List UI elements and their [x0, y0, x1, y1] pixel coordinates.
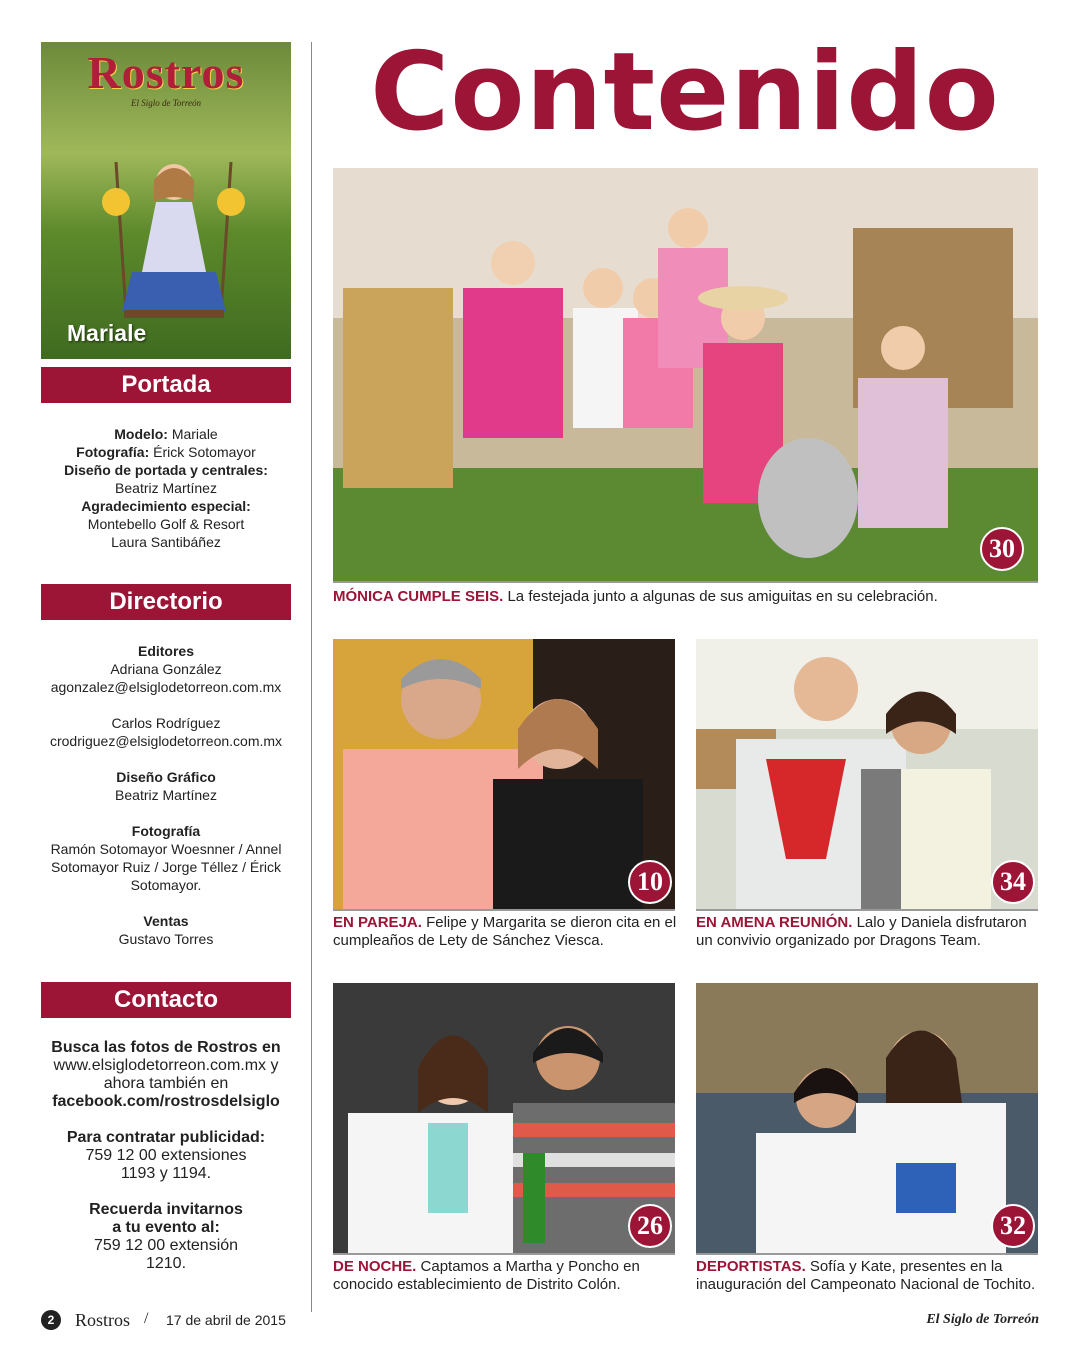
recuerda-line-2: a tu evento al: — [112, 1219, 220, 1236]
caption-headline: DE NOCHE. — [333, 1258, 417, 1275]
caption-text: Sofía y Kate, presentes en la inauguración del Campeonato Nacional de Tochito. — [696, 1258, 1036, 1293]
photo-deportistas — [696, 983, 1038, 1253]
recuerda-line-1: Recuerda invitarnos — [89, 1201, 243, 1218]
diseno-label: Diseño de portada y centrales: — [64, 462, 268, 478]
agradecimiento-1: Montebello Golf & Resort — [87, 516, 245, 532]
column-divider — [311, 42, 312, 1312]
photo-underline — [696, 1253, 1038, 1255]
caption-text: Captamos a Martha y Poncho en conocido establecimiento de Distrito Colón. — [333, 1258, 640, 1293]
footer-brand: Rostros — [75, 1310, 131, 1330]
footer-date: 17 de abril de 2015 — [166, 1312, 286, 1328]
reunion-photo-illustration — [696, 639, 1038, 909]
editores-label: Editores — [137, 643, 194, 659]
page-badge-26: 26 — [628, 1204, 672, 1248]
publicidad-label: Para contratar publicidad: — [66, 1129, 266, 1146]
caption-monica-cumple — [333, 588, 1038, 606]
evento-line-2: 1210. — [145, 1255, 187, 1272]
editor-1-email: agonzalez@elsiglodetorreon.com.mx — [50, 679, 282, 695]
caption-text: Lalo y Daniela disfrutaron un convivio organizado por Dragons Team. — [696, 914, 1027, 949]
caption-deportistas — [696, 1258, 1041, 1294]
page-title: Contenido — [370, 30, 1000, 155]
page-badge-32: 32 — [991, 1204, 1035, 1248]
ventas-value: Gustavo Torres — [118, 931, 214, 947]
photo-underline — [333, 581, 1038, 583]
photo-en-pareja — [333, 639, 675, 909]
ahora-line: ahora también en — [103, 1075, 229, 1092]
caption-amena-reunion — [696, 914, 1041, 950]
editor-2-email: crodriguez@elsiglodetorreon.com.mx — [49, 733, 283, 749]
photo-underline — [333, 1253, 675, 1255]
diseno-grafico-value: Beatriz Martínez — [115, 787, 217, 803]
publicidad-line-1: 759 12 00 extensiones — [85, 1147, 247, 1164]
page-badge-10: 10 — [628, 860, 672, 904]
caption-headline: DEPORTISTAS. — [696, 1258, 806, 1275]
facebook-link: facebook.com/rostrosdelsiglo — [52, 1093, 280, 1110]
cover-model-name: Mariale — [67, 320, 147, 346]
night-photo-illustration — [333, 983, 675, 1253]
photo-underline — [333, 909, 675, 911]
editor-2-name: Carlos Rodríguez — [111, 715, 221, 731]
fotografia-dir-label: Fotografía — [131, 823, 201, 839]
caption-text: Felipe y Margarita se dieron cita en el cumpleaños de Lety de Sánchez Viesca. — [333, 914, 677, 949]
publicidad-line-2: 1193 y 1194. — [120, 1165, 212, 1182]
cover-logo-subtitle: El Siglo de Torreón — [130, 98, 202, 108]
couple-photo-illustration — [333, 639, 675, 909]
footer-newspaper: El Siglo de Torreón — [926, 1312, 1039, 1327]
caption-de-noche — [333, 1258, 678, 1294]
caption-en-pareja — [333, 914, 678, 950]
cover-girl-illustration — [96, 162, 246, 342]
fotografia-label: Fotografía: — [76, 444, 150, 460]
modelo-label: Modelo: — [114, 426, 168, 442]
page-badge-30: 30 — [980, 527, 1024, 571]
evento-line-1: 759 12 00 extensión — [93, 1237, 239, 1254]
directorio-heading: Directorio — [41, 584, 291, 620]
photo-de-noche — [333, 983, 675, 1253]
ventas-label: Ventas — [143, 913, 189, 929]
caption-headline: EN AMENA REUNIÓN. — [696, 914, 853, 931]
party-photo-illustration — [333, 168, 1038, 581]
sports-photo-illustration — [696, 983, 1038, 1253]
caption-headline: MÓNICA CUMPLE SEIS. — [333, 588, 504, 605]
portada-heading: Portada — [41, 367, 291, 403]
busca-line: Busca las fotos de Rostros en — [51, 1039, 281, 1056]
footer-separator: / — [144, 1310, 149, 1327]
contacto-heading: Contacto — [41, 982, 291, 1018]
modelo-value: Mariale — [171, 426, 218, 442]
portada-credits — [30, 425, 302, 551]
agradecimiento-2: Laura Santibáñez — [111, 534, 221, 550]
directorio-credits — [30, 642, 302, 966]
photo-amena-reunion — [696, 639, 1038, 909]
page-number: 2 — [41, 1310, 61, 1330]
fotografia-line-1: Ramón Sotomayor Woesnner / Annel — [50, 841, 282, 857]
cover-image — [41, 42, 291, 359]
fotografia-line-3: Sotomayor. — [130, 877, 202, 893]
diseno-value: Beatriz Martínez — [115, 480, 217, 496]
fotografia-line-2: Sotomayor Ruiz / Jorge Téllez / Érick — [50, 859, 282, 875]
editor-1-name: Adriana González — [110, 661, 222, 677]
contacto-block — [30, 1039, 302, 1291]
page-badge-34: 34 — [991, 860, 1035, 904]
caption-text: La festejada junto a algunas de sus amiguitas en su celebración. — [507, 588, 938, 605]
diseno-grafico-label: Diseño Gráfico — [116, 769, 216, 785]
photo-monica-cumple — [333, 168, 1038, 581]
web-link: www.elsiglodetorreon.com.mx y — [53, 1057, 279, 1074]
caption-headline: EN PAREJA. — [333, 914, 422, 931]
fotografia-value: Érick Sotomayor — [153, 444, 256, 460]
photo-underline — [696, 909, 1038, 911]
page-footer — [41, 1308, 1039, 1334]
cover-logo: Rostros — [87, 47, 245, 98]
agradecimiento-label: Agradecimiento especial: — [81, 498, 251, 514]
